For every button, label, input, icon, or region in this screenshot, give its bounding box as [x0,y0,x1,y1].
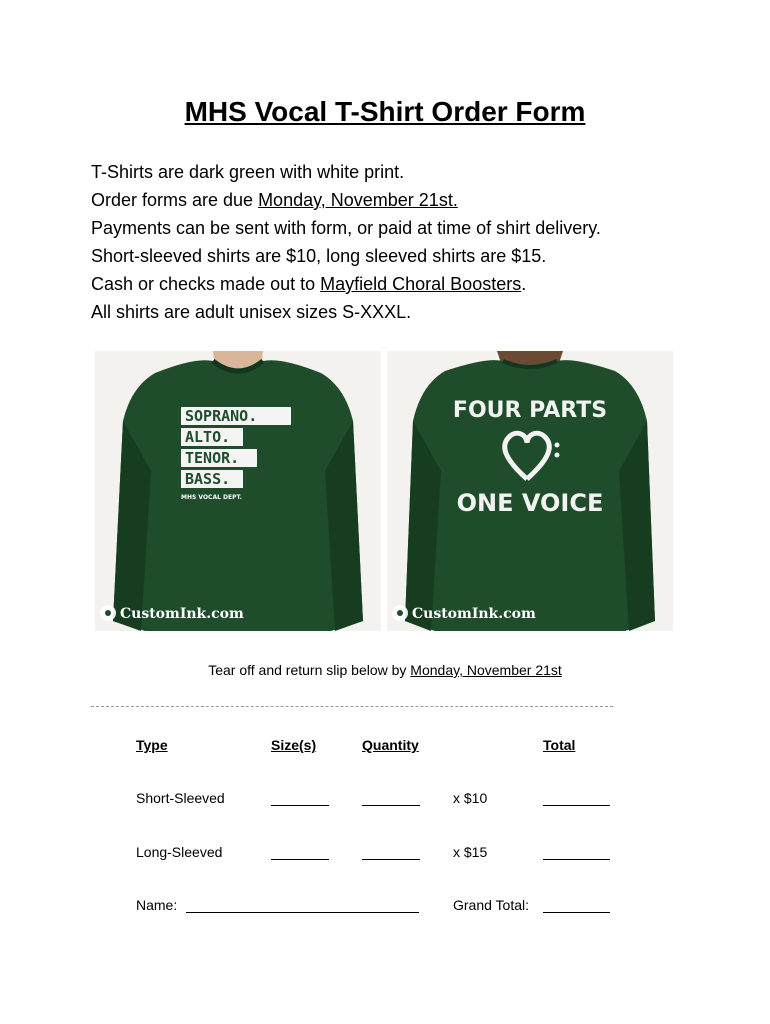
intro-line-checks [91,270,601,298]
intro-line-due [91,186,601,214]
back-bottom-text: ONE VOICE [456,489,604,517]
intro-line-prices: Short-sleeved shirts are $10, long sleeved shirts are $15. [91,246,547,266]
svg-text:ALTO.: ALTO. [185,428,231,446]
short-size-field[interactable] [271,804,329,806]
header-type: Type [136,737,168,753]
name-field[interactable] [186,911,419,913]
row-price-short: x $10 [453,790,488,806]
back-watermark: CustomInk.com [412,606,536,622]
front-line-alto [181,428,243,446]
checks-suffix: . [521,274,527,294]
svg-text:TENOR.: TENOR. [185,449,240,467]
due-date: Monday, November 21st. [258,190,458,210]
front-watermark: CustomInk.com [120,606,244,622]
row-type-short: Short-Sleeved [136,790,225,806]
header-total: Total [543,737,576,753]
header-sizes: Size(s) [271,737,317,753]
tearoff-instruction [0,662,770,678]
grand-total-field[interactable] [543,911,610,913]
shirt-front-photo [95,351,381,631]
front-line-soprano [181,407,291,425]
header-quantity: Quantity [362,737,419,753]
tear-line [91,706,613,707]
intro-line-sizes: All shirts are adult unisex sizes S-XXXL. [91,302,412,322]
front-line-bass [181,470,243,488]
short-quantity-field[interactable] [362,804,420,806]
grand-total-label: Grand Total: [453,897,530,913]
payee-name: Mayfield Choral Boosters [320,274,522,294]
short-total-field[interactable] [543,804,610,806]
intro-line-payment: Payments can be sent with form, or paid at time of shirt delivery. [91,218,601,238]
intro-text [91,158,601,326]
name-label: Name: [136,897,178,913]
long-quantity-field[interactable] [362,858,420,860]
row-type-long: Long-Sleeved [136,844,223,860]
front-dept-label: MHS VOCAL DEPT. [181,494,242,501]
customink-logo-icon [392,605,408,621]
long-size-field[interactable] [271,858,329,860]
back-top-text: FOUR PARTS [452,398,608,423]
svg-text:BASS.: BASS. [185,470,231,488]
page-title: MHS Vocal T-Shirt Order Form [184,96,586,127]
shirt-back-photo [387,351,673,631]
customink-logo-icon [100,605,116,621]
checks-prefix: Cash or checks made out to [91,274,321,294]
tearoff-date: Monday, November 21st [410,662,562,678]
long-total-field[interactable] [543,858,610,860]
tearoff-prefix: Tear off and return slip below by [208,662,411,678]
due-prefix: Order forms are due [91,190,259,210]
row-price-long: x $15 [453,844,488,860]
intro-line-color: T-Shirts are dark green with white print. [91,162,405,182]
svg-text:SOPRANO.: SOPRANO. [185,407,258,425]
front-line-tenor [181,449,257,467]
